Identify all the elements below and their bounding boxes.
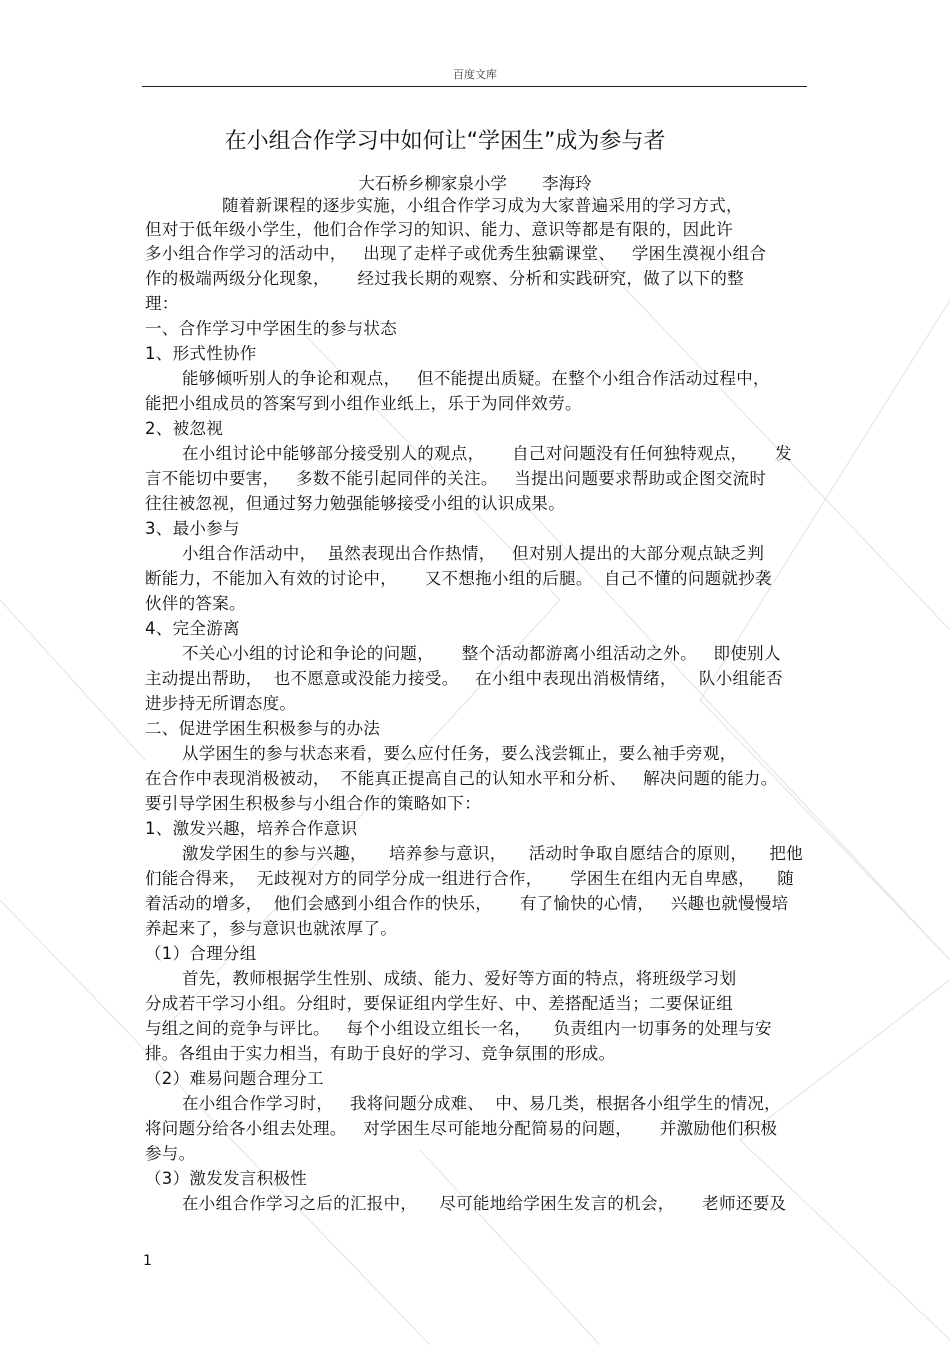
body-line: 理： [145, 294, 179, 313]
body-line: 随着新课程的逐步实施，小组合作学习成为大家普遍采用的学习方式， [222, 196, 743, 215]
body-line: 分成若干学习小组。分组时，要保证组内学生好、中、差搭配适当；二要保证组 [145, 994, 733, 1013]
body-line: 能够倾听别人的争论和观点， 但不能提出质疑。在整个小组合作活动过程中， [182, 369, 770, 388]
body-line: 在小组讨论中能够部分接受别人的观点， 自己对问题没有任何独特观点， 发 [182, 444, 792, 463]
body-line: 断能力，不能加入有效的讨论中， 又不想拖小组的后腿。 自己不懂的问题就抄袭 [145, 569, 772, 588]
page-header: 百度文库 [453, 68, 497, 81]
body-line: 一、合作学习中学困生的参与状态 [145, 319, 397, 338]
header-divider [142, 86, 807, 87]
body-line: 排。各组由于实力相当，有助于良好的学习、竞争氛围的形成。 [145, 1044, 616, 1063]
body-line: 作的极端两级分化现象， 经过我长期的观察、分析和实践研究，做了以下的整 [145, 269, 744, 288]
body-line: 在小组合作学习时， 我将问题分成难、 中、易几类，根据各小组学生的情况， [182, 1094, 781, 1113]
body-line: 二、促进学困生积极参与的办法 [145, 719, 381, 738]
body-line: 主动提出帮助， 也不愿意或没能力接受。 在小组中表现出消极情绪， 队小组能否 [145, 669, 783, 688]
body-line: 不关心小组的讨论和争论的问题， 整个活动都游离小组活动之外。 即使别人 [182, 644, 781, 663]
body-line: 在合作中表现消极被动， 不能真正提高自己的认知水平和分析、 解决问题的能力。 [145, 769, 778, 788]
body-line: 们能合得来， 无歧视对方的同学分成一组进行合作， 学困生在组内无自卑感， 随 [145, 869, 794, 888]
byline [0, 170, 950, 194]
school-name: 大石桥乡柳家泉小学 [358, 174, 507, 193]
body-line: 往往被忽视，但通过努力勉强能够接受小组的认识成果。 [145, 494, 565, 513]
body-line: 3、最小参与 [145, 519, 240, 538]
body-line: 进步持无所谓态度。 [145, 694, 297, 713]
body-line: （1）合理分组 [145, 944, 257, 963]
body-line: （3）激发发言积极性 [145, 1169, 307, 1188]
body-line: 多小组合作学习的活动中， 出现了走样子或优秀生独霸课堂、 学困生漠视小组合 [145, 244, 767, 263]
body-line: 言不能切中要害， 多数不能引起同伴的关注。 当提出问题要求帮助或企图交流时 [145, 469, 767, 488]
body-line: （2）难易问题合理分工 [145, 1069, 324, 1088]
body-line: 参与。 [145, 1144, 196, 1163]
body-line: 首先，教师根据学生性别、成绩、能力、爱好等方面的特点，将班级学习划 [182, 969, 737, 988]
body-line: 从学困生的参与状态来看，要么应付任务，要么浅尝辄止，要么袖手旁观， [182, 744, 737, 763]
body-line: 小组合作活动中， 虽然表现出合作热情， 但对别人提出的大部分观点缺乏判 [182, 544, 765, 563]
page-number: 1 [143, 1253, 152, 1269]
body-line: 但对于低年级小学生，他们合作学习的知识、能力、意识等都是有限的，因此许 [145, 220, 733, 239]
body-line: 1、激发兴趣，培养合作意识 [145, 819, 358, 838]
document-title: 在小组合作学习中如何让“学困生”成为参与者 [224, 129, 666, 154]
body-line: 要引导学困生积极参与小组合作的策略如下： [145, 794, 481, 813]
body-line: 伙伴的答案。 [145, 594, 246, 613]
author-name: 李海玲 [542, 174, 592, 193]
body-line: 4、完全游离 [145, 619, 240, 638]
body-line: 养起来了，参与意识也就浓厚了。 [145, 919, 397, 938]
body-line: 在小组合作学习之后的汇报中， 尽可能地给学困生发言的机会， 老师还要及 [182, 1194, 787, 1213]
body-line: 将问题分给各小组去处理。 对学困生尽可能地分配简易的问题， 并激励他们积极 [145, 1119, 778, 1138]
body-line: 1、形式性协作 [145, 344, 257, 363]
body-line: 2、被忽视 [145, 419, 223, 438]
body-line: 着活动的增多， 他们会感到小组合作的快乐， 有了愉快的心情， 兴趣也就慢慢培 [145, 894, 789, 913]
body-line: 与组之间的竞争与评比。 每个小组设立组长一名， 负责组内一切事务的处理与安 [145, 1019, 772, 1038]
body-line: 激发学困生的参与兴趣， 培养参与意识， 活动时争取自愿结合的原则， 把他 [182, 844, 803, 863]
body-line: 能把小组成员的答案写到小组作业纸上，乐于为同伴效劳。 [145, 394, 582, 413]
